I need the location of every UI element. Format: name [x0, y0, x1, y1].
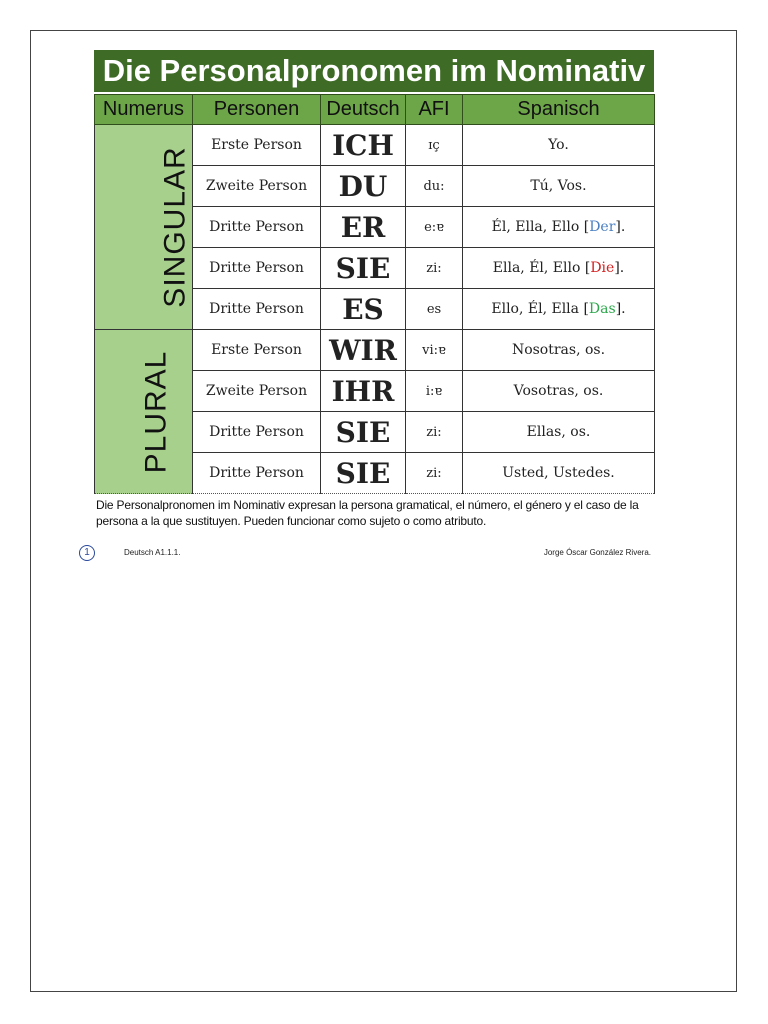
- cell-spanish: Ellas, os.: [463, 412, 655, 453]
- cell-afi: i:ɐ: [406, 371, 463, 412]
- spanish-text-end: ].: [615, 301, 626, 317]
- cell-pronoun: SIE: [321, 412, 406, 453]
- cell-spanish: Vosotras, os.: [463, 371, 655, 412]
- cell-pronoun: DU: [321, 166, 406, 207]
- group-plural: [95, 330, 193, 494]
- cell-person: Zweite Person: [193, 371, 321, 412]
- header-afi: AFI: [406, 95, 463, 125]
- cell-pronoun: IHR: [321, 371, 406, 412]
- cell-person: Dritte Person: [193, 289, 321, 330]
- header-personen: Personen: [193, 95, 321, 125]
- cell-spanish: Yo.: [463, 125, 655, 166]
- table-header-row: [95, 95, 655, 125]
- cell-person: Zweite Person: [193, 166, 321, 207]
- cell-spanish: Usted, Ustedes.: [463, 453, 655, 494]
- cell-spanish: [463, 248, 655, 289]
- cell-pronoun: ER: [321, 207, 406, 248]
- cell-spanish: [463, 207, 655, 248]
- group-plural-label: PLURAL: [139, 350, 173, 473]
- cell-pronoun: ES: [321, 289, 406, 330]
- cell-pronoun: SIE: [321, 248, 406, 289]
- group-singular-label: SINGULAR: [158, 146, 192, 308]
- table-row: [95, 125, 655, 166]
- header-spanisch: Spanisch: [463, 95, 655, 125]
- article-der: Der: [589, 219, 616, 235]
- spanish-text-end: ].: [615, 219, 626, 235]
- header-deutsch: Deutsch: [321, 95, 406, 125]
- cell-afi: du:: [406, 166, 463, 207]
- cell-pronoun: WIR: [321, 330, 406, 371]
- cell-person: Dritte Person: [193, 248, 321, 289]
- cell-spanish: [463, 289, 655, 330]
- table-row: [95, 330, 655, 371]
- cell-afi: zi:: [406, 453, 463, 494]
- cell-person: Dritte Person: [193, 412, 321, 453]
- cell-afi: e:ɐ: [406, 207, 463, 248]
- spanish-text: Ello, Él, Ella [: [491, 301, 589, 317]
- pronoun-table: [94, 94, 655, 494]
- cell-person: Dritte Person: [193, 207, 321, 248]
- spanish-text: Ella, Él, Ello [: [492, 260, 591, 276]
- article-das: Das: [588, 301, 616, 317]
- cell-spanish: Tú, Vos.: [463, 166, 655, 207]
- cell-spanish: Nosotras, os.: [463, 330, 655, 371]
- cell-person: Dritte Person: [193, 453, 321, 494]
- header-numerus: Numerus: [95, 95, 193, 125]
- page-number-badge: 1: [79, 545, 95, 561]
- cell-afi: zi:: [406, 412, 463, 453]
- spanish-text-end: ].: [614, 260, 625, 276]
- description-text: Die Personalpronomen im Nominativ expresan la persona gramatical, el número, el género y el caso de la persona a la que sustituyen. Pueden funcionar como sujeto o como atributo.: [96, 498, 639, 528]
- cell-afi: es: [406, 289, 463, 330]
- group-singular: [95, 125, 193, 330]
- cell-afi: ɪç: [406, 125, 463, 166]
- cell-pronoun: ICH: [321, 125, 406, 166]
- footer-author: Jorge Óscar González Rivera.: [543, 548, 651, 557]
- cell-pronoun: SIE: [321, 453, 406, 494]
- article-die: Die: [590, 260, 615, 276]
- footer-course: Deutsch A1.1.1.: [124, 548, 181, 557]
- page-title: Die Personalpronomen im Nominativ: [94, 50, 654, 92]
- spanish-text: Él, Ella, Ello [: [491, 219, 590, 235]
- cell-person: Erste Person: [193, 330, 321, 371]
- cell-afi: zi:: [406, 248, 463, 289]
- cell-afi: vi:ɐ: [406, 330, 463, 371]
- cell-person: Erste Person: [193, 125, 321, 166]
